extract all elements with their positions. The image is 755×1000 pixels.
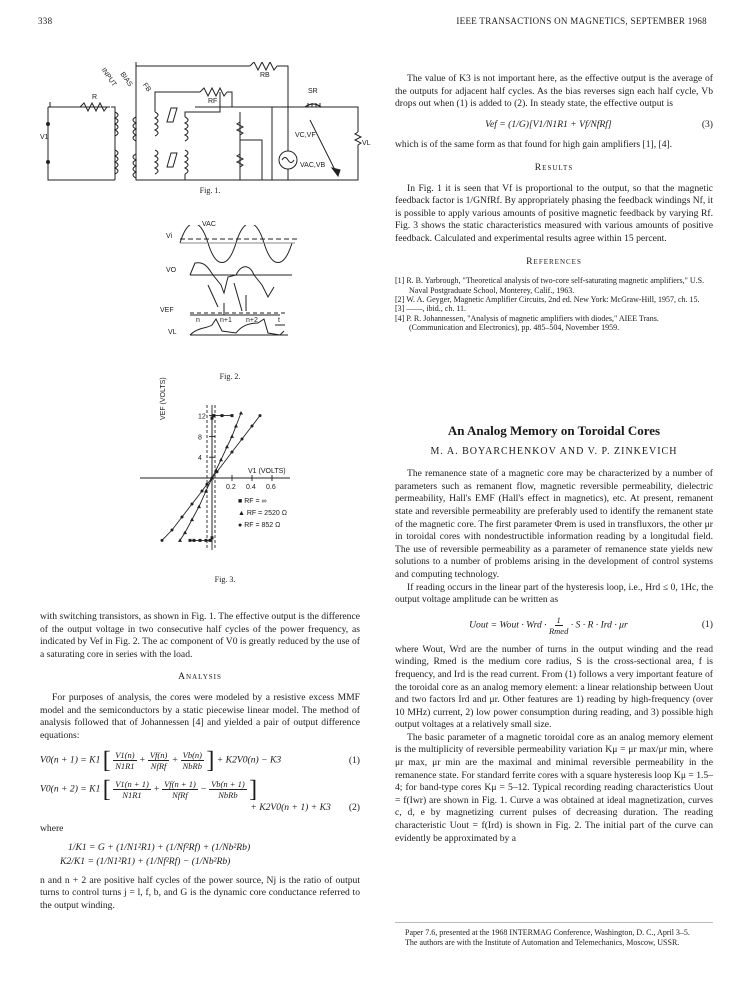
right-column-text	[395, 73, 713, 333]
x-axis-label: V1 (VOLTS)	[248, 468, 286, 475]
footnote-divider	[395, 922, 713, 923]
label-sr: SR	[308, 88, 318, 95]
analysis-paragraph: For purposes of analysis, the cores were modeled by a resistive excess MMF model and the semiconductors by a static piecewise linear model. The method of analysis followed that of Johannessen [4] and yielded a pair of output difference equations:	[40, 691, 360, 741]
article-paragraph-4: The basic parameter of a magnetic toroidal core as an analog memory element is the multiplicity of reversible permeability variation Kμ = μr max/μr min, where μr max, μr min are the maximal and minimal reversible permeability in the remanence state. For standard ferrite cores with a square hysteresis loop Kμ = 1.5–4; for band-type cores Kμ = 5–12. Typical recording reading characteristics Uout = f(Iwr) are shown in Fig. 1. Curve a was obtained at ideal magnetization, curves c, d, e by magnetizing current pulses of decreasing duration. The reading characteristic Uout = f(Ird) is shown in Fig. 2. The initial part of the curve can evidently be approximated by a	[395, 731, 713, 844]
footnote-paper: Paper 7.6, presented at the 1968 INTERMAG Conference, Washington, D. C., April 3–5.	[405, 928, 690, 937]
label-r: R	[92, 94, 98, 101]
equation-2: V0(n + 2) = K1 [ $\frac{V1(n + 1)}{N1R1}$ + $\frac{Vf(n + 1)}{\text{NfRf}}$ − $\frac{Vb(n + 1)}{\text{NbRb}}$ ]	[40, 776, 258, 803]
references-list	[395, 276, 713, 332]
left-column-text	[40, 611, 360, 913]
label-n-plus-1: n+1	[220, 317, 232, 324]
svg-text:0.4: 0.4	[246, 484, 256, 491]
equation-3: Vef = (1/G)[V1/N1R1 + Vf/NfRf] (3)	[485, 118, 713, 130]
label-n: n	[196, 317, 200, 324]
label-fb: FB	[141, 81, 152, 94]
svg-text:0.2: 0.2	[226, 484, 236, 491]
label-vo: VO	[166, 267, 177, 274]
figure-3-chart	[140, 377, 310, 560]
label-n-plus-2: n+2	[246, 317, 258, 324]
figure-2-waveforms	[160, 221, 300, 345]
label-vl: VL	[168, 329, 177, 336]
article-title: An Analog Memory on Toroidal Cores	[447, 423, 661, 438]
label-bias: BIAS	[118, 70, 134, 89]
legend-item: ● RF = 852 Ω	[238, 522, 281, 529]
footnotes	[395, 928, 713, 947]
article-2	[395, 425, 713, 845]
label-vc-vf: VC,VF	[295, 132, 316, 139]
where-label: where	[40, 822, 64, 834]
article-paragraph-3: where Wout, Wrd are the number of turns in the output winding and the read winding, Rmed is the medium core radius, S is the cross-sectional area, f is frequency, and Ird is the read current. From (1) follows a very important feature of the toroidal core as an analog memory element: a linear relationship between Uout and two factors Ird and μr. Other features are 1) reading by high-frequency (over 10 MHz) current, 2) low power consumption during reading, and 3) possible high output voltages at a relatively small size.	[395, 643, 713, 731]
figure-3-caption: Fig. 3.	[214, 575, 236, 584]
svg-text:8: 8	[198, 434, 202, 442]
y-axis-label: VEF (VOLTS)	[160, 377, 167, 420]
definition-k1: 1/K1 = G + (1/N1²R1) + (1/Nf²Rf) + (1/Nb²Rb)	[68, 841, 251, 853]
label-vac-vb: VAC,VB	[300, 162, 326, 169]
definition-k2: K2/K1 = (1/N1²R1) + (1/Nf²Rf) − (1/Nb²Rb)	[60, 856, 231, 868]
section-heading-analysis: Analysis	[178, 671, 222, 683]
label-rb: RB	[260, 72, 270, 79]
svg-text:0.6: 0.6	[266, 484, 276, 491]
label-vi: Vi	[166, 233, 173, 240]
paragraph-high-gain: which is of the same form as that found for high gain amplifiers [1], [4].	[395, 139, 673, 151]
label-vac: VAC	[202, 221, 216, 228]
legend-item: ■ RF = ∞	[238, 498, 267, 505]
equation-1: V0(n + 1) = K1 [ $\frac{V1(n)}{N1R1}$ + $\frac{Vf(n)}{\text{NfRf}}$ + $\frac{Vb(n)}{\text{NbRb}}$ ] + K2V0(n) − K3 (1)	[40, 747, 360, 774]
label-vef: VEF	[160, 307, 174, 314]
article-equation-1: Uout = Wout · Wrd · $\frac{1}{\text{Rmed}}$ · S · R · Ird · μr (1)	[469, 614, 713, 636]
intro-paragraph: with switching transistors, as shown in Fig. 1. The effective output is the difference of the output voltage in two consecutive half cycles of the power frequency, as indicated by Vef in Fig. 2. The ac component of V0 is greatly reduced by the use of a saturating core in series with the load.	[40, 611, 360, 660]
closing-paragraph: n and n + 2 are positive half cycles of the power source, Nj is the ratio of output turns to control turns j = l, f, b, and G is the dynamic core conductance referred to the output winding.	[40, 874, 360, 911]
reference-item: [4] P. R. Johannessen, "Analysis of magnetic amplifiers with diodes," AIEE Trans. (Communication and Electronics), pp. 485–504, November 1959.	[395, 313, 659, 333]
reference-item: [3] ——, ibid., ch. 11.	[395, 304, 467, 314]
label-rf: RF	[208, 98, 218, 105]
section-heading-results: Results	[534, 161, 574, 173]
reference-item: [2] W. A. Geyger, Magnetic Amplifier Circuits, 2nd ed. New York: McGraw-Hill, 1957, ch. 15.	[395, 294, 700, 304]
running-header: IEEE TRANSACTIONS ON MAGNETICS, SEPTEMBER 1968	[456, 16, 707, 26]
footnote-affiliation: The authors are with the Institute of Automation and Telemechanics, Moscow, USSR.	[405, 937, 680, 947]
article-paragraph-2: If reading occurs in the linear part of the hysteresis loop, i.e., Hrd ≤ 0, 1Hc, the output voltage amplitude can be written as	[395, 581, 713, 606]
figure-1-circuit-diagram	[40, 62, 380, 197]
article-authors: M. A. BOYARCHENKOV AND V. P. ZINKEVICH	[430, 445, 678, 457]
results-paragraph: In Fig. 1 it is seen that Vf is proportional to the output, so that the magnetic feedback factor is 1/GNfRf. By appropriately phasing the feedback windings Nf, it is possible to apply various amounts of positive magnetic feedback by varying Rf. Fig. 3 shows the static characteristics measured with various amounts of positive feedback. Calculated and experimental results agree within 15 percent.	[395, 182, 713, 244]
section-heading-references: References	[526, 255, 582, 267]
svg-text:4: 4	[198, 455, 202, 463]
label-v1: V1	[40, 134, 49, 141]
chart-legend	[238, 496, 287, 532]
label-input: INPUT	[99, 66, 118, 89]
page-number: 338	[38, 16, 53, 26]
equation-2-continued: + K2V0(n + 1) + K3 (2)	[250, 802, 360, 814]
label-vl: VL	[362, 140, 371, 147]
reference-item: [1] R. B. Yarbrough, "Theoretical analysis of two-core self-saturating magnetic amplifiers," U.S. Naval Postgraduate School, Monterey, Calif., 1963.	[395, 276, 705, 295]
svg-text:12: 12	[198, 413, 206, 421]
figure-2-caption: Fig. 2.	[219, 372, 241, 381]
figure-1-caption: Fig. 1.	[199, 186, 221, 195]
legend-item: ▲ RF = 2520 Ω	[238, 510, 287, 517]
article-paragraph-1: The remanence state of a magnetic core may be characterized by a number of parameters such as remanent flow, magnetic reversible permeability, dielectric permeability, Hall's EMF (Hall's effect in magnetics), etc. At present, remanent state and reversible permeability are preferably used to identify the remanent state of the magnetic core. The first parameter Φrem is used in transfluxors, the other μr in toroidal cores with nondestructible information reading by a longitudal field. The use of reversible permeability as a parameter of remanence state yields new solutions to a number of problems arising in the development of control systems and computing technology.	[395, 468, 713, 580]
label-t: t	[278, 317, 280, 324]
paragraph-k3: The value of K3 is not important here, as the effective output is the average of the outputs for adjacent half cycles. As the bias reverses sign each half cycle, Vb drops out when (1) is added to (2). In steady state, the effective output is	[395, 73, 713, 110]
